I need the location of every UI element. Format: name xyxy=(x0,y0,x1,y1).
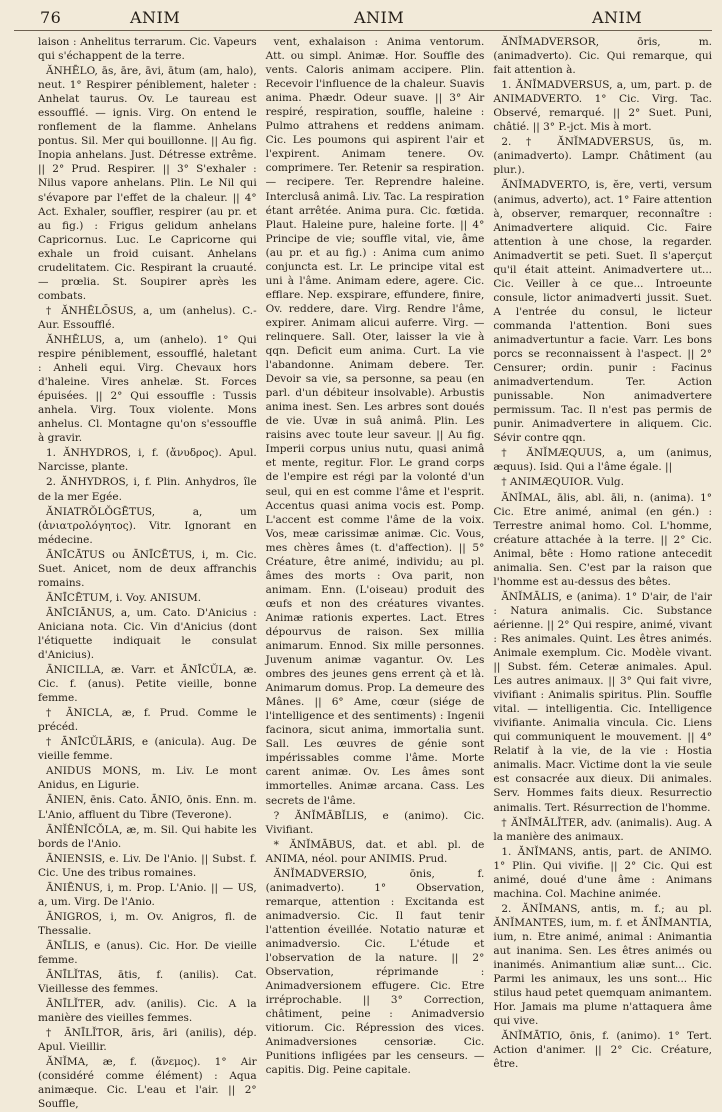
dictionary-entry: ĀNĪLĬTAS, ātis, f. (anilis). Cat. Vieillesse des femmes. xyxy=(38,969,257,996)
dictionary-entry: 2. ĂNĬMANS, antis, m. f.; au pl. ĂNĬMANTES, ium, m. f. et ĂNĬMANTIA, ium, n. Etre animé, animal : Animantia aut inanima. Sen. Les êtres animés ou inanimés. Animantium aliæ sunt... Cic. Parmi les animaux, les uns sont... Hic stilus haud petet quemquam animantem. Hor. Jamais ma plume n'attaquera âme qui vive. xyxy=(493,902,713,1028)
dictionary-entry: ĀNĪLIS, e (anus). Cic. Hor. De vieille femme. xyxy=(38,939,257,966)
dictionary-entry: † ĂNĬMÆQUUS, a, um (animus, æquus). Isid. Qui a l'âme égale. || xyxy=(493,447,713,474)
dictionary-entry: ĂNIATRŎLŎGĒTUS, a, um (ἀνιατρολόγητος). Vitr. Ignorant en médecine. xyxy=(38,505,257,546)
dictionary-entry: ĂNĬMADVERTO, is, ĕre, verti, versum (animus, adverto), act. 1° Faire attention à, observer, remarquer, reconnaître : Animadvertere aliquid. Cic. Faire attention à une chose, la regarder. Animadvertit se peti. Suet. Il s'aperçut qu'il était atteint. Animadvertere ut... Cic. Veiller à ce que... Introeunte consule, lictor animadverti jussit. Suet. A l'entrée du consul, le licteur commanda l'attention. Boni sues animadvertuntur a facie. Varr. Les bons porcs se reconnaissent à l'aspect. || 2° Censurer; ordin. punir : Facinus animadvertendum. Ter. Action punissable. Non animadvertere permissum. Tac. Il n'est pas permis de punir. Animadvertere in aliquem. Cic. Sévir contre qqn. xyxy=(493,179,713,445)
column-middle xyxy=(266,35,485,1086)
dictionary-entry: ĂNĬMĀLIS, e (anima). 1° D'air, de l'air : Natura animalis. Cic. Substance aérienne. || 2° Qui respire, animé, vivant : Res animales. Quint. Les êtres animés. Animale exemplum. Cic. Modèle vivant. || Subst. fém. Ceteræ animales. Apul. Les autres animaux. || 3° Qui fait vivre, vivifiant : Animalis spiritus. Plin. Souffle vital. — intelligentia. Cic. Intelligence vivifiante. Animalia vincula. Cic. Liens qui communiquent le mouvement. || 4° Relatif à la vie, de la vie : Hostia animalis. Macr. Victime dont la vie seule est consacrée aux dieux. Dii animales. Serv. Hommes faits dieux. Resurrectio animalis. Tert. Résurrection de l'homme. xyxy=(493,590,713,814)
dictionary-entry: ĀNICILLA, æ. Varr. et ĀNĪCŬLA, æ. Cic. f. (anus). Petite vieille, bonne femme. xyxy=(38,664,257,705)
dictionary-entry: † ĂNHĒLŌSUS, a, um (anhelus). C.-Aur. Essoufflé. xyxy=(38,304,257,331)
dictionary-entry: ĂNĬMĀTIO, ōnis, f. (animo). 1° Tert. Action d'animer. || 2° Cic. Créature, être. xyxy=(493,1030,713,1071)
dictionary-entry: * ĂNĬMĀBUS, dat. et abl. pl. de ANIMA, néol. pour ANIMIS. Prud. xyxy=(265,838,485,865)
dictionary-entry: ĀNĪCĒTUM, i. Voy. ANISUM. xyxy=(46,591,202,604)
text-columns xyxy=(14,31,713,1111)
dictionary-entry: ĀNĪCĀTUS ou ĀNĪCĒTUS, i, m. Cic. Suet. Anicet, nom de deux affranchis romains. xyxy=(38,548,257,589)
dictionary-entry: ĀNĪCIĀNUS, a, um. Cato. D'Anicius : Aniciana nota. Cic. Vin d'Anicius (dont l'étiquette indiquait le consulat d'Anicius). xyxy=(38,606,257,662)
dictionary-entry: † ĀNĪCŬLĀRIS, e (anicula). Aug. De vieille femme. xyxy=(38,736,257,763)
dictionary-entry: ĀNIENSIS, e. Liv. De l'Anio. || Subst. f. Cic. Une des tribus romaines. xyxy=(38,852,257,879)
dictionary-entry: ĀNIEN, ēnis. Cato. ĀNIO, ōnis. Enn. m. L'Anio, affluent du Tibre (Teverone). xyxy=(38,794,257,821)
dictionary-entry: ĂNHĒLUS, a, um (anhelo). 1° Qui respire péniblement, essoufflé, haletant : Anheli equi. Virg. Chevaux hors d'haleine. Vires anhelæ. St. Forces épuisées. || 2° Qui essouffle : Tussis anhela. Virg. Toux violente. Mons anhelus. Cl. Montagne qu'on s'essouffle à gravir. xyxy=(38,333,257,445)
dictionary-entry: 1. ĂNHYDROS, i, f. (ἄνυδρος). Apul. Narcisse, plante. xyxy=(38,447,257,474)
page-number: 76 xyxy=(40,8,62,27)
dictionary-entry: 2. ĂNHYDROS, i, f. Plin. Anhydros, île de la mer Egée. xyxy=(38,476,257,503)
dictionary-entry: ĀNĪLĬTER, adv. (anilis). Cic. A la manière des vieilles femmes. xyxy=(38,998,257,1025)
dictionary-entry: 1. ĂNĬMADVERSUS, a, um, part. p. de ANIMADVERTO. 1° Cic. Virg. Tac. Observé, remarqué. || 2° Suet. Puni, châtié. || 3° P.-jct. Mis à mort. xyxy=(493,79,713,134)
column-left xyxy=(38,35,257,1111)
dictionary-entry: ĂNHĒLO, ās, āre, āvi, ātum (am, halo), neut. 1° Respirer péniblement, haleter : Anhelat taurus. Ov. Le taureau est essoufflé. — ignis. Virg. On entend le ronflement de la flamme. Anhelans pontus. Sil. Mer qui bouillonne. || Au fig. Inopia anhelans. Just. Détresse extrême. || 2° Prud. Respirer. || 3° S'exhaler : Nilus vapore anhelans. Plin. Le Nil qui s'évapore par l'effet de la chaleur. || 4° Act. Exhaler, souffler, respirer (au pr. et au fig.) : Frigus gelidum anhelans Capricornus. Luc. Le Capricorne qui exhale un froid cuisant. Anhelans crudelitatem. Cic. Respirant la cruauté. — prœlia. St. Soupirer après les combats. xyxy=(38,65,257,302)
dictionary-entry: ĂNĬMAL, ālis, abl. āli, n. (anima). 1° Cic. Etre animé, animal (en gén.) : Terrestre animal homo. Col. L'homme, créature attachée à la terre. || 2° Cic. Animal, bête : Homo ratione antecedit animalia. Sen. C'est par la raison que l'homme est au-dessus des bêtes. xyxy=(493,491,713,588)
dictionary-entry: † ĂNĬMĀLĬTER, adv. (animalis). Aug. A la manière des animaux. xyxy=(493,816,713,843)
dictionary-entry: ĀNIGROS, i, m. Ov. Anigros, fl. de Thessalie. xyxy=(38,910,257,937)
dictionary-entry: † ĀNĪLĬTOR, āris, āri (anilis), dép. Apul. Vieillir. xyxy=(38,1027,257,1054)
dictionary-entry: ANIDUS MONS, m. Liv. Le mont Anidus, en Ligurie. xyxy=(38,765,257,792)
dictionary-entry: laison : Anhelitus terrarum. Cic. Vapeurs qui s'échappent de la terre. xyxy=(38,36,257,63)
header-left-word: ANIM xyxy=(130,8,181,27)
dictionary-entry: ĂNĬMADVERSOR, ōris, m. (animadverto). Cic. Qui remarque, qui fait attention à. xyxy=(493,36,713,77)
header-center-word: ANIM xyxy=(354,8,405,27)
header-right-word: ANIM xyxy=(592,8,643,27)
column-right xyxy=(493,35,712,1086)
dictionary-entry: † ĀNICLA, æ, f. Prud. Comme le précéd. xyxy=(38,707,257,734)
dictionary-entry: ĂNĬMA, æ, f. (ἄνεμος). 1° Air (considéré comme élément) : Aqua animæque. Cic. L'eau et l'air. || 2° Souffle, xyxy=(38,1056,257,1111)
dictionary-entry: vent, exhalaison : Anima ventorum. Att. ou simpl. Animæ. Hor. Souffle des vents. Caloris animam accipere. Plin. Recevoir l'influence de la chaleur. Suavis anima. Phædr. Odeur suave. || 3° Air respiré, respiration, souffle, haleine : Pulmo attrahens et reddens animam. Cic. Les poumons qui aspirent l'air et l'expirent. Animam tenere. Ov. comprimere. Ter. Retenir sa respiration. — recipere. Ter. Reprendre haleine. Interclusâ animâ. Liv. Tac. La respiration étant arrêtée. Anima pura. Cic. fœtida. Plaut. Haleine pure, haleine forte. || 4° Principe de vie; souffle vital, vie, âme (au pr. et au fig.) : Anima cum animo conjuncta est. Lr. Le principe vital est uni à l'âme. Animam edere, agere. Cic. efflare. Nep. exspirare, effundere, finire, Ov. reddere, dare. Virg. Rendre l'âme, expirer. Animam alicui auferre. Virg. — relinquere. Sall. Oter, laisser la vie à qqn. Deficit eum anima. Curt. La vie l'abandonne. Animam debere. Ter. Devoir sa vie, sa personne, sa peau (en parl. d'un débiteur insolvable). Arbustis anima inest. Sen. Les arbres sont doués de vie. Uvæ in suâ animâ. Plin. Les raisins avec toute leur saveur. || Au fig. Imperii corpus unius nutu, quasi animâ et mente, regitur. Flor. Le grand corps de l'empire est régi par la volonté d'un seul, qui en est comme l'âme et l'esprit. Accentus quasi anima vocis est. Pomp. L'accent est comme l'âme de la voix. Vos, meæ carissimæ animæ. Cic. Vous, mes chères âmes (t. d'affection). || 5° Créature, être animé, individu; au pl. âmes des morts : Ova parit, non animam. Enn. (L'oiseau) produit des œufs et non des créatures vivantes. Animæ rationis expertes. Lact. Etres dépourvus de raison. Sex millia animarum. Ennod. Six mille personnes. Juvenum animæ vagantur. Ov. Les ombres des jeunes gens errent çà et là. Animarum domus. Prop. La demeure des Mânes. || 6° Ame, cœur (siége de l'intelligence et des sentiments) : Ingenii facinora, sicut anima, immortalia sunt. Sall. Les œuvres de génie sont impérissables comme l'âme. Morte carent animæ. Ov. Les âmes sont immortelles. Animæ arcana. Cass. Les secrets de l'âme. xyxy=(265,36,485,807)
dictionary-entry: ĂNĬMADVERSIO, ōnis, f. (animadverto). 1° Observation, remarque, attention : Excitanda est animadversio. Cic. Il faut tenir l'attention éveillée. Notatio naturæ et animadversio. Cic. L'étude et l'observation de la nature. || 2° Observation, réprimande : Animadversionem effugere. Cic. Etre irréprochable. || 3° Correction, châtiment, peine : Animadversio vitiorum. Cic. Répression des vices. Animadversiones censoriæ. Cic. Punitions infligées par les censeurs. — capitis. Dig. Peine capitale. xyxy=(265,867,485,1077)
dictionary-entry: 2. † ĂNĬMADVERSUS, ūs, m. (animadverto). Lampr. Châtiment (au plur.). xyxy=(493,136,713,177)
dictionary-entry: ĀNĬĒNĬCŎLA, æ, m. Sil. Qui habite les bords de l'Anio. xyxy=(38,823,257,850)
dictionary-entry: 1. ĂNĬMANS, antis, part. de ANIMO. 1° Plin. Qui vivifie. || 2° Cic. Qui est animé, doué d'une âme : Animans machina. Col. Machine animée. xyxy=(493,845,713,900)
running-head xyxy=(14,6,712,31)
dictionary-entry: † ANIMÆQUIOR. Vulg. xyxy=(501,476,624,489)
dictionary-entry: ĀNIĒNUS, i, m. Prop. L'Anio. || — US, a, um. Virg. De l'Anio. xyxy=(38,881,257,908)
dictionary-entry: ? ĂNĬMĀBĬLIS, e (animo). Cic. Vivifiant. xyxy=(265,809,485,836)
